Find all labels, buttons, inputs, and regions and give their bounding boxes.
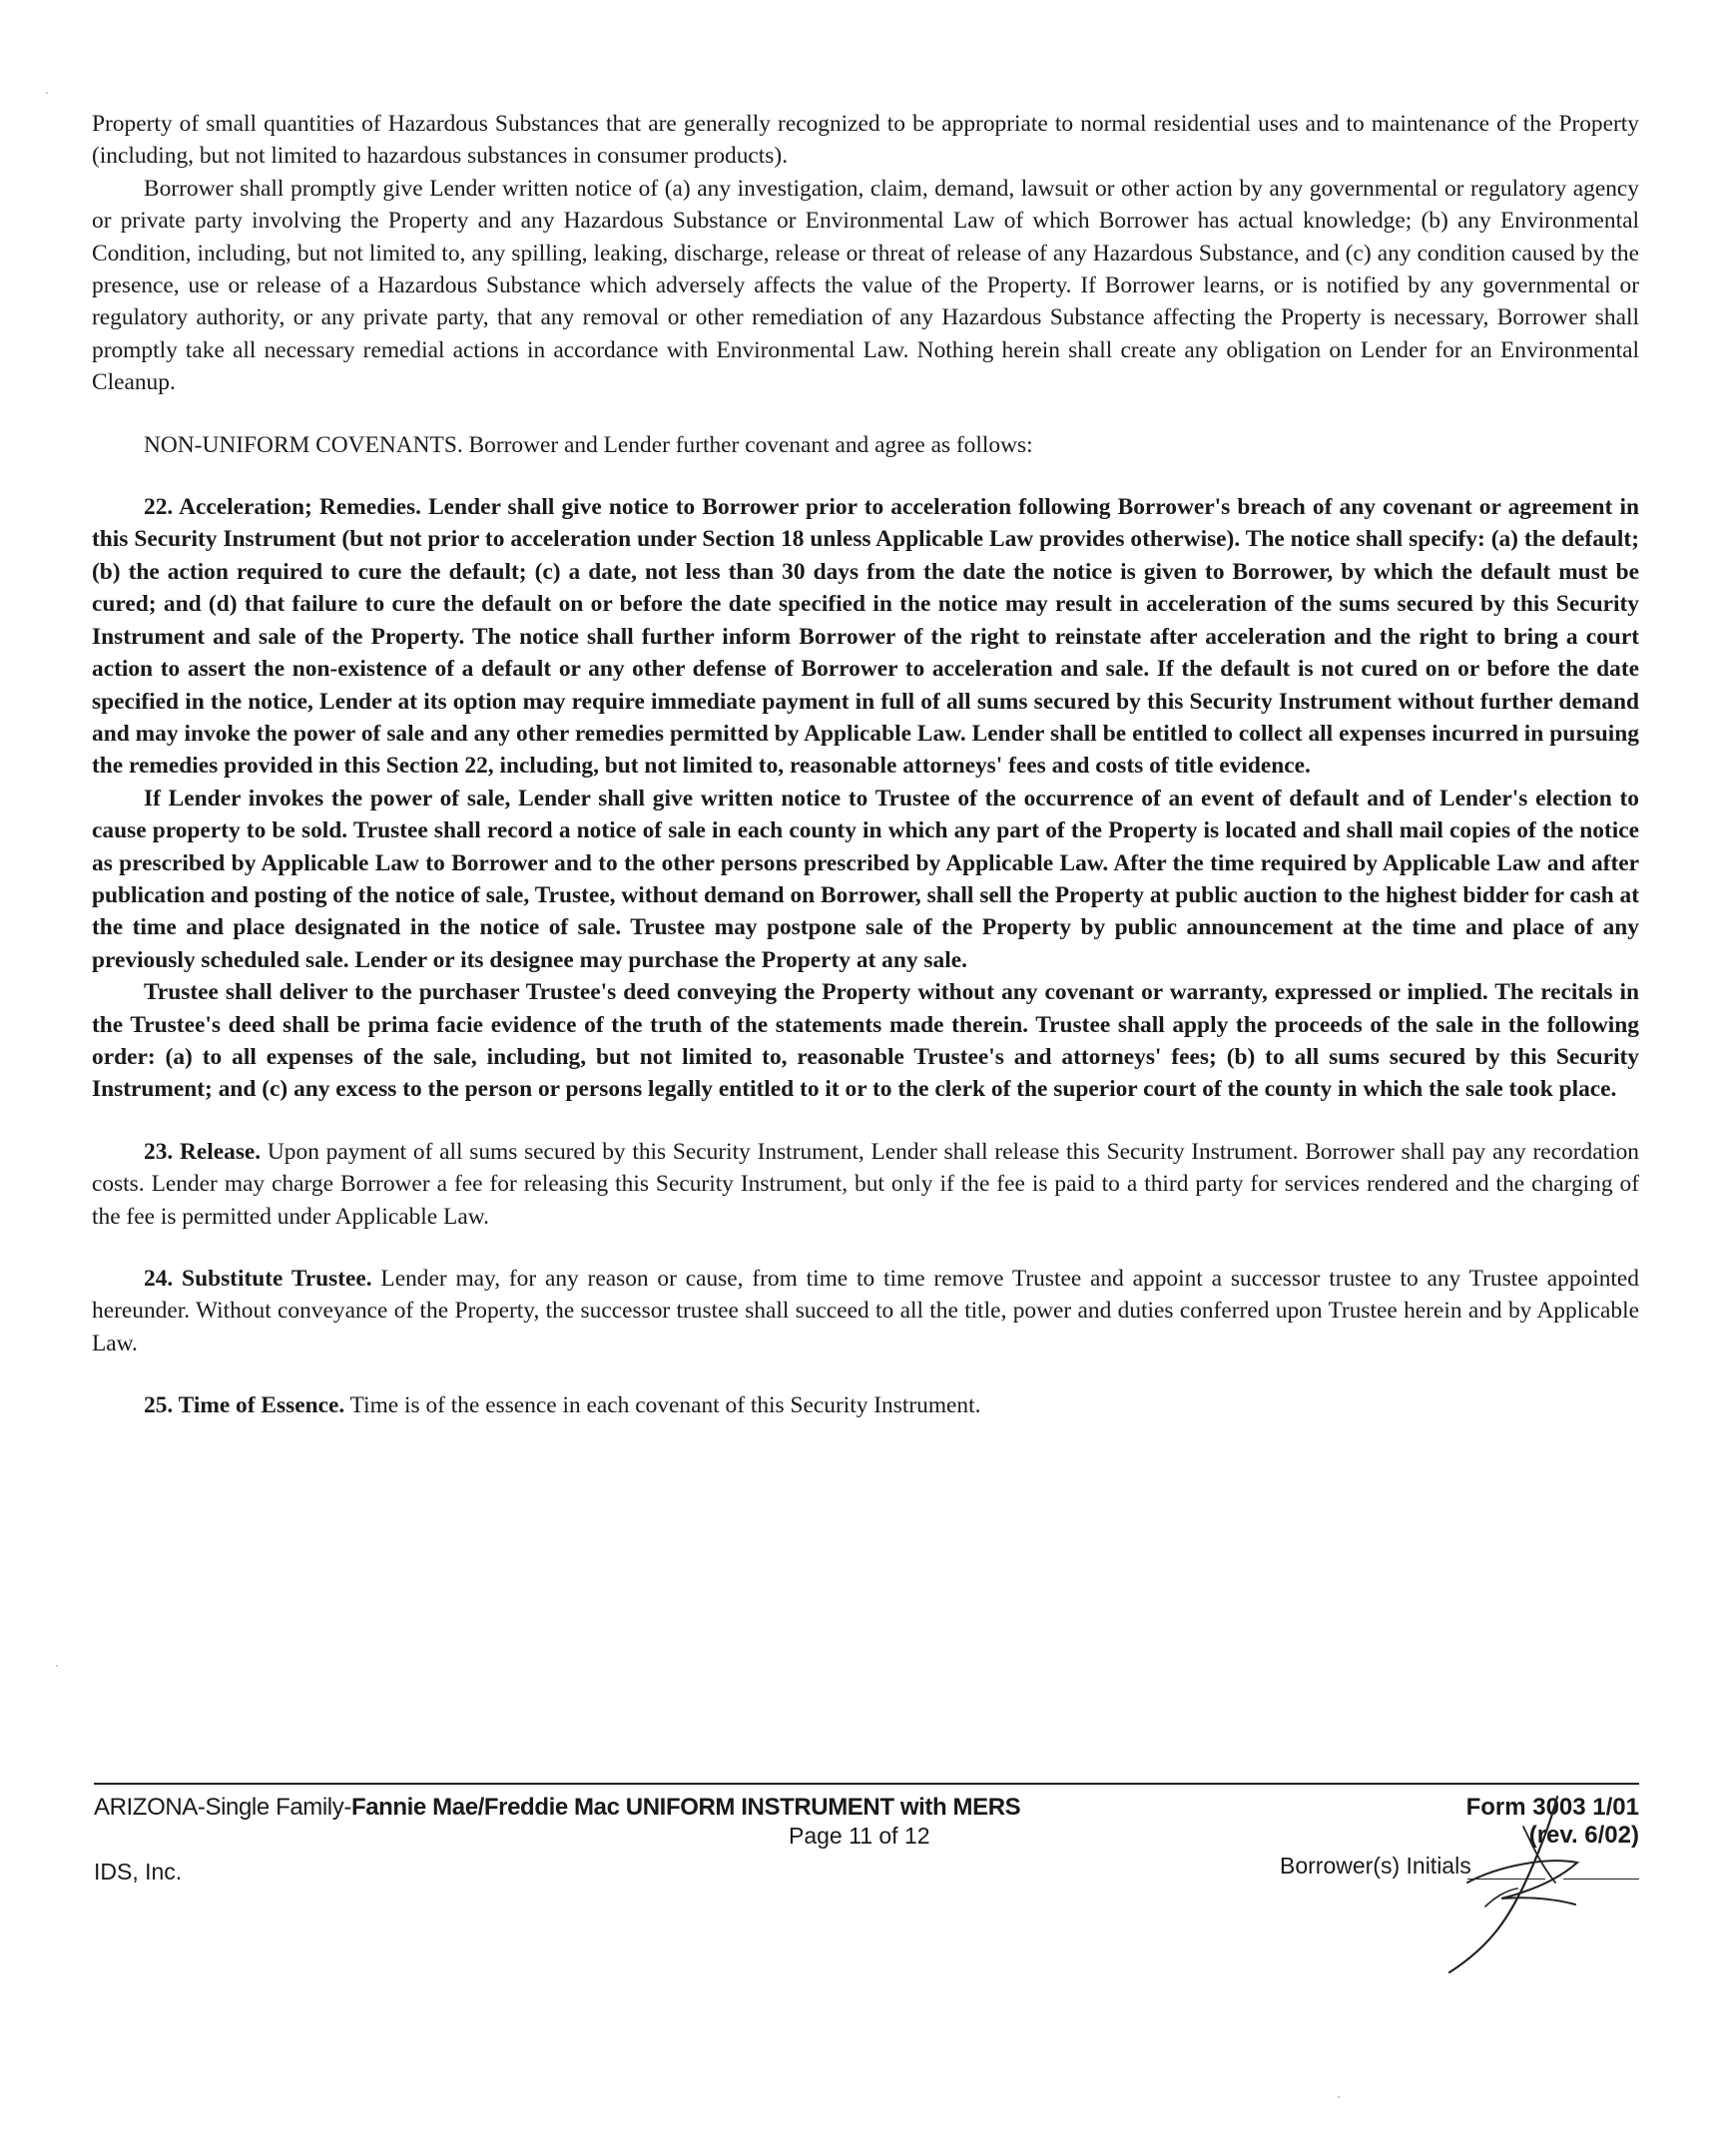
paragraph-borrower-notice: Borrower shall promptly give Lender written notice of (a) any investigation, claim, demand, lawsuit or other action by any governmental or regulatory agency or private party involving the Property and any Hazardous Substance or Environmental Law of which Borrower has actual knowledge; (b) any Environmental Condition, including, but not limited to, any spilling, leaking, discharge, release or threat of release of any Hazardous Substance, and (c) any condition caused by the presence, use or release of a Hazardous Substance which adversely affects the value of the Property. If Borrower learns, or is notified by any governmental or regulatory authority, or any private party, that any removal or other remediation of any Hazardous Substance affecting the Property is necessary, Borrower shall promptly take all necessary remedial actions in accordance with Environmental Law. Nothing herein shall create any obligation on Lender for an Environmental Cleanup. [92, 175, 1639, 396]
footer-instrument-title [94, 1794, 1020, 1822]
footer-divider [94, 1783, 1639, 1785]
footer-family: -Single Family- [197, 1794, 351, 1821]
section-25-text: Time is of the essence in each covenant of this Security Instrument. [344, 1392, 981, 1419]
document-page [92, 108, 1639, 1422]
borrower-initials-label: Borrower(s) Initials [1280, 1853, 1471, 1879]
section-22-trustee-deed: Trustee shall deliver to the purchaser Trustee's deed conveying the Property without any covenant or warranty, expressed or implied. The recitals in the Trustee's deed shall be prima facie evidence of the truth of the statements made therein. Trustee shall apply the proceeds of the sale in the following order: (a) to all expenses of the sale, including, but not limited to, reasonable Trustee's and attorneys' fees; (b) to all sums secured by this Security Instrument; and (c) any excess to the person or persons legally entitled to it or to the clerk of the superior court of the county in which the sale took place. [92, 979, 1639, 1103]
section-25-heading: 25. Time of Essence. [144, 1392, 345, 1419]
scan-speck [46, 92, 48, 94]
section-22-text: Lender shall give notice to Borrower prior to acceleration following Borrower's breach of any covenant or agreement in this Security Instrument (but not prior to acceleration under Section 18 unless Applicable Law provides otherwise). The notice shall specify: (a) the default; (b) the action required to cure the default; (c) a date, not less than 30 days from the date the notice is given to Borrower, by which the default must be cured; and (d) that failure to cure the default on or before the date specified in the notice may result in acceleration of the sums secured by this Security Instrument and sale of the Property. The notice shall further inform Borrower of the right to reinstate after acceleration and the right to bring a court action to assert the non-existence of a default or any other defense of Borrower to acceleration and sale. If the default is not cured on or before the date specified in the notice, Lender at its option may require immediate payment in full of all sums secured by this Security Instrument without further demand and may invoke the power of sale and any other remedies permitted by Applicable Law. Lender shall be entitled to collect all expenses incurred in pursuing the remedies provided in this Section 22, including, but not limited to, reasonable attorneys' fees and costs of title evidence. [92, 494, 1639, 780]
section-24-substitute-trustee [92, 1263, 1639, 1359]
scan-speck [1338, 2096, 1340, 2098]
paragraph-hazardous-substances-continued: Property of small quantities of Hazardous Substances that are generally recognized to be appropriate to normal residential uses and to maintenance of the Property (including, but not limited to hazardous substances in consumer products). [92, 111, 1639, 170]
footer-revision: (rev. 6/02) [1528, 1822, 1639, 1849]
section-23-text: Upon payment of all sums secured by this Security Instrument, Lender shall release this Security Instrument. Borrower shall pay any recordation costs. Lender may charge Borrower a fee for releasing this Security Instrument, but only if the fee is paid to a third party for services rendered and the charging of the fee is permitted under Applicable Law. [92, 1138, 1639, 1230]
section-24-text: Lender may, for any reason or cause, from time to time remove Trustee and appoint a successor trustee to any Trustee appointed hereunder. Without conveyance of the Property, the successor trustee shall succeed to all the title, power and duties conferred upon Trustee herein and by Applicable Law. [92, 1266, 1639, 1356]
section-24-heading: 24. Substitute Trustee. [144, 1266, 372, 1292]
footer-state: ARIZONA [94, 1794, 198, 1821]
section-25-time-of-essence [92, 1389, 1639, 1421]
footer-form-number: Form 3003 1/01 [1465, 1794, 1639, 1821]
footer-vendor: IDS, Inc. [94, 1859, 183, 1885]
section-22-heading: 22. Acceleration; Remedies. [144, 494, 421, 521]
scan-speck [56, 1665, 58, 1667]
section-22-power-of-sale: If Lender invokes the power of sale, Lender shall give written notice to Trustee of the occurrence of an event of default and of Lender's election to cause property to be sold. Trustee shall record a notice of sale in each county in which any part of the Property is located and shall mail copies of the notice as prescribed by Applicable Law to Borrower and to the other persons prescribed by Applicable Law. After the time required by Applicable Law and after publication and posting of the notice of sale, Trustee, without demand on Borrower, shall sell the Property at public auction to the highest bidder for cash at the time and place designated in the notice of sale. Trustee may postpone sale of the Property by public announcement at the time and place of any previously scheduled sale. Lender or its designee may purchase the Property at any sale. [92, 785, 1639, 973]
footer-agencies: Fannie Mae/Freddie Mac UNIFORM INSTRUMENT with MERS [350, 1794, 1021, 1821]
section-23-heading: 23. Release. [144, 1138, 262, 1165]
footer-page-number: Page 11 of 12 [789, 1823, 930, 1849]
section-22-acceleration [92, 491, 1639, 783]
section-23-release [92, 1136, 1639, 1233]
non-uniform-covenants: NON-UNIFORM COVENANTS. Borrower and Lender further covenant and agree as follows: [144, 431, 1033, 458]
initials-signature [1428, 1787, 1607, 1986]
